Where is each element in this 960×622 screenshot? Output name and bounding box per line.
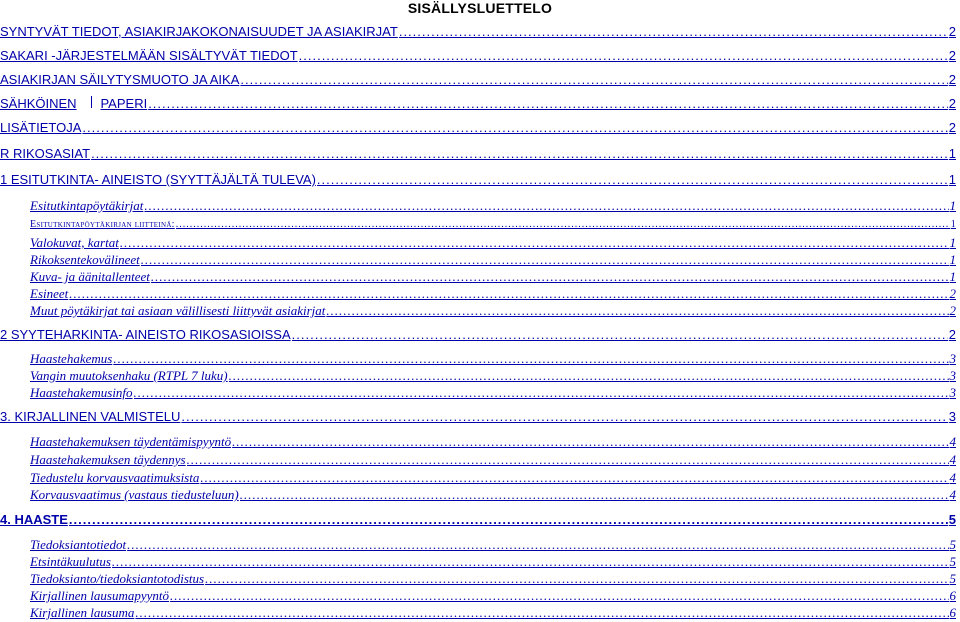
toc-entry-tiedoksiantotodistus[interactable] xyxy=(30,571,956,587)
toc-entry-text: ASIAKIRJAN SÄILYTYSMUOTO JA AIKA xyxy=(0,72,240,87)
toc-entry-text: Esitutkintapöytäkirjan liitteinä: xyxy=(30,219,175,230)
toc-entry-text: Korvausvaatimus (vastaus tiedusteluun) xyxy=(30,487,239,502)
toc-entry-text: Tiedoksianto/tiedoksiantotodistus xyxy=(30,571,205,586)
toc-entry-text: Haastehakemuksen täydentämispyyntö xyxy=(30,434,232,449)
toc-entry-tiedoksiantotiedot[interactable] xyxy=(30,537,956,553)
toc-page-number: 6 xyxy=(949,605,956,620)
toc-entry-text: SÄHKÖINEN xyxy=(0,96,77,111)
toc-entry-muut-poytakirjat[interactable] xyxy=(30,303,956,319)
toc-entry-sahkoinen-paperi[interactable] xyxy=(0,96,956,111)
toc-entry-text: Haastehakemuksen täydennys xyxy=(30,452,186,467)
toc-entry-text: 2 SYYTEHARKINTA- AINEISTO RIKOSASIOISSA xyxy=(0,327,291,342)
toc-page-number: 2 xyxy=(948,48,956,63)
toc-entry-sailytysmuoto[interactable] xyxy=(0,72,956,87)
toc-entry-text: Kirjallinen lausumapyyntö xyxy=(30,588,170,603)
toc-entry-haastehakemusinfo[interactable] xyxy=(30,385,956,401)
toc-page-number: 1 xyxy=(949,269,956,284)
toc-entry-lausumapyynto[interactable] xyxy=(30,588,956,604)
toc-page-number: 3 xyxy=(949,351,956,366)
toc-page-number: 4 xyxy=(949,452,956,467)
toc-entry-text: Rikoksentekovälineet xyxy=(30,252,140,267)
toc-entry-text: 4. HAASTE xyxy=(0,512,68,527)
toc-entry-text-2: PAPERI xyxy=(100,96,148,111)
toc-entry-haaste[interactable] xyxy=(0,512,956,527)
toc-entry-text: SYNTYVÄT TIEDOT, ASIAKIRJAKOKONAISUUDET JA ASIAKIRJAT xyxy=(0,24,398,39)
toc-entry-lausuma[interactable] xyxy=(30,605,956,621)
toc-page-number: 3 xyxy=(949,385,956,400)
toc-page-number: 5 xyxy=(949,537,956,552)
toc-page-number: 4 xyxy=(949,487,956,502)
toc-page-number: 2 xyxy=(949,303,956,318)
toc-page-number: 1 xyxy=(949,235,956,250)
toc-entry-text: 1 ESITUTKINTA- AINEISTO (SYYTTÄJÄLTÄ TULEVA) xyxy=(0,172,316,187)
toc-page-number: 2 xyxy=(948,327,956,342)
toc-page-number: 1 xyxy=(949,198,956,213)
toc-entry-text: Etsintäkuulutus xyxy=(30,554,111,569)
toc-entry-esitutkinta-aineisto[interactable] xyxy=(0,172,956,187)
toc-entry-text: Kirjallinen lausuma xyxy=(30,605,135,620)
toc-entry-text: Esineet xyxy=(30,286,69,301)
toc-entry-text: Tiedustelu korvausvaatimuksista xyxy=(30,470,200,485)
toc-entry-text: SAKARI -JÄRJESTELMÄÄN SISÄLTYVÄT TIEDOT xyxy=(0,48,298,63)
toc-page-number: 3 xyxy=(948,409,956,424)
toc-entry-lisatietoja[interactable] xyxy=(0,120,956,135)
toc-entry-syyteharkinta[interactable] xyxy=(0,327,956,342)
toc-page-number: 5 xyxy=(949,571,956,586)
toc-entry-text: Tiedoksiantotiedot xyxy=(30,537,127,552)
toc-page-number: 4 xyxy=(949,470,956,485)
toc-entry-kuva-ja-aanitallenteet[interactable] xyxy=(30,269,956,285)
toc-entry-text: R RIKOSASIAT xyxy=(0,146,91,161)
toc-page-number: 5 xyxy=(948,512,956,527)
toc-page-number: 6 xyxy=(949,588,956,603)
toc-page-number: 3 xyxy=(949,368,956,383)
toc-entry-vangin-muutoksenhaku[interactable] xyxy=(30,368,956,384)
toc-entry-text: Valokuvat, kartat xyxy=(30,235,119,250)
toc-entry-etsintakuulutus[interactable] xyxy=(30,554,956,570)
toc-page-number: 1 xyxy=(949,252,956,267)
toc-entry-rikoksentekovalineet[interactable] xyxy=(30,252,956,268)
toc-page-number: 2 xyxy=(948,120,956,135)
toc-entry-taydennys[interactable] xyxy=(30,452,956,468)
toc-page-number: 1 xyxy=(950,219,956,230)
toc-page-number: 4 xyxy=(949,434,956,449)
toc-page-number: 2 xyxy=(948,96,956,111)
toc-entry-text: Kuva- ja äänitallenteet xyxy=(30,269,150,284)
page-title: SISÄLLYSLUETTELO xyxy=(407,0,553,16)
toc-entry-esineet[interactable] xyxy=(30,286,956,302)
toc-page-number: 2 xyxy=(948,72,956,87)
toc-entry-valokuvat[interactable] xyxy=(30,235,956,251)
toc-entry-taydentamispyynto[interactable] xyxy=(30,434,956,450)
toc-entry-text: 3. KIRJALLINEN VALMISTELU xyxy=(0,409,181,424)
toc-page-number: 1 xyxy=(948,146,956,161)
toc-entry-syntyvat-tiedot[interactable] xyxy=(0,24,956,39)
toc-entry-text: Haastehakemus xyxy=(30,351,113,366)
toc-entry-kirjallinen-valmistelu[interactable] xyxy=(0,409,956,424)
toc-entry-sakari[interactable] xyxy=(0,48,956,63)
toc-page-number: 2 xyxy=(949,286,956,301)
toc-entry-text: Esitutkintapöytäkirjat xyxy=(30,198,144,213)
toc-entry-text: Muut pöytäkirjat tai asiaan välillisesti liittyvät asiakirjat xyxy=(30,303,326,318)
toc-entry-tiedustelu-korvausvaatimuksista[interactable] xyxy=(30,470,956,486)
toc-entry-text: LISÄTIETOJA xyxy=(0,120,82,135)
toc-page-number: 5 xyxy=(949,554,956,569)
toc-entry-korvausvaatimus[interactable] xyxy=(30,487,956,503)
toc-entry-haastehakemus[interactable] xyxy=(30,351,956,367)
toc-entry-rikosasiat[interactable] xyxy=(0,146,956,161)
toc-entry-text: Vangin muutoksenhaku (RTPL 7 luku) xyxy=(30,368,228,383)
toc-entry-liitteina[interactable] xyxy=(30,219,956,230)
toc-page-number: 2 xyxy=(948,24,956,39)
toc-entry-text: Haastehakemusinfo xyxy=(30,385,133,400)
toc-page-number: 1 xyxy=(948,172,956,187)
toc-entry-esitutkintapoytakirjat[interactable] xyxy=(30,198,956,214)
